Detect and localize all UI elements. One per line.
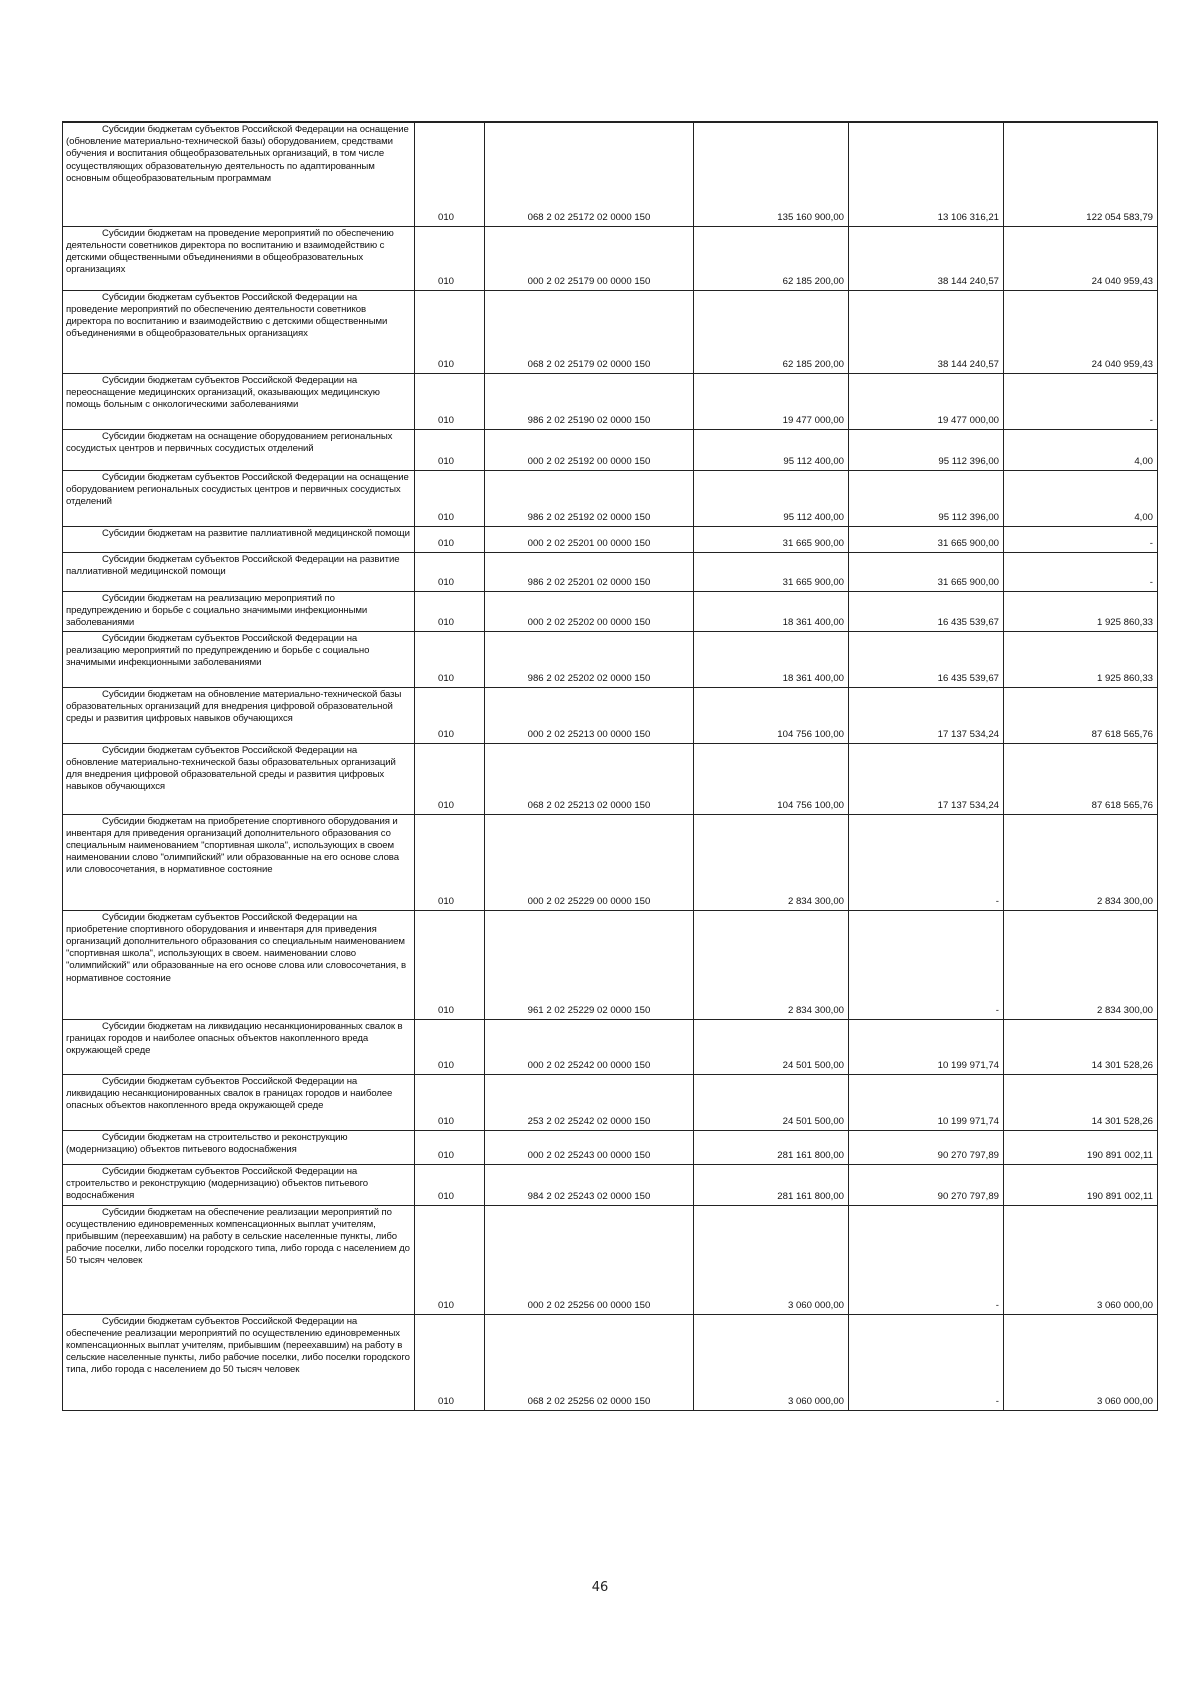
unexecuted-amount-cell: 14 301 528,26 (1004, 1074, 1158, 1130)
budget-classification-code-cell: 000 2 02 25229 00 0000 150 (485, 814, 694, 910)
approved-amount-cell: 95 112 400,00 (694, 429, 849, 470)
subsidy-name-cell: Субсидии бюджетам субъектов Российской Федерации на строительство и реконструкцию (модернизацию) объектов питьевого водоснабжения (63, 1164, 415, 1205)
line-code-cell: 010 (415, 1314, 485, 1410)
table-row (63, 1019, 1158, 1074)
executed-amount-cell: 19 477 000,00 (849, 373, 1004, 429)
unexecuted-amount-cell: 2 834 300,00 (1004, 814, 1158, 910)
table-row (63, 470, 1158, 526)
budget-classification-code-cell: 986 2 02 25192 02 0000 150 (485, 470, 694, 526)
line-code-cell: 010 (415, 743, 485, 814)
line-code-cell: 010 (415, 290, 485, 373)
line-code-cell: 010 (415, 470, 485, 526)
unexecuted-amount-cell: 2 834 300,00 (1004, 910, 1158, 1019)
unexecuted-amount-cell: - (1004, 552, 1158, 591)
executed-amount-cell: 13 106 316,21 (849, 122, 1004, 226)
subsidy-name-cell: Субсидии бюджетам субъектов Российской Федерации на приобретение спортивного оборудования и инвентаря для приведения организаций дополнительного образования со специальным наименованием "спортивная школа", использующих в своем. наименовании слово "олимпийский" или образованные на его основе слова или словосочетания, в нормативное состояние (63, 910, 415, 1019)
subsidy-name-cell: Субсидии бюджетам субъектов Российской Федерации на переоснащение медицинских организаций, оказывающих медицинскую помощь больным с онкологическими заболеваниями (63, 373, 415, 429)
table-row (63, 1314, 1158, 1410)
approved-amount-cell: 31 665 900,00 (694, 552, 849, 591)
executed-amount-cell: - (849, 910, 1004, 1019)
subsidy-name-cell: Субсидии бюджетам субъектов Российской Федерации на обеспечение реализации мероприятий по осуществлению единовременных компенсационных выплат учителям, прибывшим (переехавшим) на работу в сельские населенные пункты, либо рабочие поселки, либо поселки городского типа, либо города с населением до 50 тысяч человек (63, 1314, 415, 1410)
approved-amount-cell: 62 185 200,00 (694, 226, 849, 290)
unexecuted-amount-cell: - (1004, 526, 1158, 552)
table-row (63, 1205, 1158, 1314)
executed-amount-cell: 16 435 539,67 (849, 591, 1004, 631)
table-row (63, 743, 1158, 814)
line-code-cell: 010 (415, 910, 485, 1019)
line-code-cell: 010 (415, 122, 485, 226)
line-code-cell: 010 (415, 1074, 485, 1130)
approved-amount-cell: 31 665 900,00 (694, 526, 849, 552)
line-code-cell: 010 (415, 373, 485, 429)
table-row (63, 1074, 1158, 1130)
subsidy-name-cell: Субсидии бюджетам субъектов Российской Федерации на ликвидацию несанкционированных свалок в границах городов и наиболее опасных объектов накопленного вреда окружающей среде (63, 1074, 415, 1130)
unexecuted-amount-cell: 1 925 860,33 (1004, 591, 1158, 631)
approved-amount-cell: 3 060 000,00 (694, 1205, 849, 1314)
executed-amount-cell: 38 144 240,57 (849, 290, 1004, 373)
budget-classification-code-cell: 000 2 02 25242 00 0000 150 (485, 1019, 694, 1074)
table-row (63, 1164, 1158, 1205)
approved-amount-cell: 95 112 400,00 (694, 470, 849, 526)
line-code-cell: 010 (415, 226, 485, 290)
table-row (63, 910, 1158, 1019)
executed-amount-cell: 10 199 971,74 (849, 1019, 1004, 1074)
subsidy-name-cell: Субсидии бюджетам субъектов Российской Федерации на оснащение оборудованием региональных сосудистых центров и первичных сосудистых отделений (63, 470, 415, 526)
subsidy-name-cell: Субсидии бюджетам на проведение мероприятий по обеспечению деятельности советников директора по воспитанию и взаимодействию с детскими общественными объединениями в общеобразовательных организациях (63, 226, 415, 290)
table-body (63, 122, 1158, 1410)
line-code-cell: 010 (415, 1205, 485, 1314)
subsidy-name-cell: Субсидии бюджетам на развитие паллиативной медицинской помощи (63, 526, 415, 552)
subsidy-name-cell: Субсидии бюджетам субъектов Российской Федерации на развитие паллиативной медицинской помощи (63, 552, 415, 591)
subsidy-name-cell: Субсидии бюджетам на строительство и реконструкцию (модернизацию) объектов питьевого водоснабжения (63, 1130, 415, 1164)
unexecuted-amount-cell: 1 925 860,33 (1004, 631, 1158, 687)
budget-classification-code-cell: 068 2 02 25256 02 0000 150 (485, 1314, 694, 1410)
executed-amount-cell: - (849, 1205, 1004, 1314)
executed-amount-cell: 17 137 534,24 (849, 687, 1004, 743)
budget-classification-code-cell: 000 2 02 25192 00 0000 150 (485, 429, 694, 470)
subsidy-name-cell: Субсидии бюджетам на обеспечение реализации мероприятий по осуществлению единовременных компенсационных выплат учителям, прибывшим (переехавшим) на работу в сельские населенные пункты, либо рабочие поселки, либо поселки городского типа, либо города с населением до 50 тысяч человек (63, 1205, 415, 1314)
budget-classification-code-cell: 000 2 02 25202 00 0000 150 (485, 591, 694, 631)
budget-classification-code-cell: 984 2 02 25243 02 0000 150 (485, 1164, 694, 1205)
subsidy-name-cell: Субсидии бюджетам на приобретение спортивного оборудования и инвентаря для приведения организаций дополнительного образования со специальным наименованием "спортивная школа", использующих в своем наименовании слово "олимпийский" или образованные на его основе слова или словосочетания, в нормативное состояние (63, 814, 415, 910)
line-code-cell: 010 (415, 687, 485, 743)
approved-amount-cell: 104 756 100,00 (694, 743, 849, 814)
unexecuted-amount-cell: 14 301 528,26 (1004, 1019, 1158, 1074)
approved-amount-cell: 2 834 300,00 (694, 814, 849, 910)
approved-amount-cell: 135 160 900,00 (694, 122, 849, 226)
table-row (63, 814, 1158, 910)
budget-classification-code-cell: 961 2 02 25229 02 0000 150 (485, 910, 694, 1019)
budget-classification-code-cell: 000 2 02 25179 00 0000 150 (485, 226, 694, 290)
table-row (63, 526, 1158, 552)
budget-classification-code-cell: 253 2 02 25242 02 0000 150 (485, 1074, 694, 1130)
table-row (63, 1130, 1158, 1164)
budget-classification-code-cell: 000 2 02 25243 00 0000 150 (485, 1130, 694, 1164)
executed-amount-cell: 95 112 396,00 (849, 429, 1004, 470)
subsidies-table (62, 121, 1158, 1411)
table-row (63, 122, 1158, 226)
unexecuted-amount-cell: 3 060 000,00 (1004, 1314, 1158, 1410)
executed-amount-cell: 17 137 534,24 (849, 743, 1004, 814)
subsidy-name-cell: Субсидии бюджетам на оснащение оборудованием региональных сосудистых центров и первичных сосудистых отделений (63, 429, 415, 470)
line-code-cell: 010 (415, 552, 485, 591)
executed-amount-cell: 31 665 900,00 (849, 526, 1004, 552)
executed-amount-cell: 95 112 396,00 (849, 470, 1004, 526)
budget-classification-code-cell: 000 2 02 25256 00 0000 150 (485, 1205, 694, 1314)
subsidy-name-cell: Субсидии бюджетам субъектов Российской Федерации на проведение мероприятий по обеспечению деятельности советников директора по воспитанию и взаимодействию с детскими общественными объединениями в общеобразовательных организациях (63, 290, 415, 373)
subsidy-name-cell: Субсидии бюджетам субъектов Российской Федерации на оснащение (обновление материально-технической базы) оборудованием, средствами обучения и воспитания общеобразовательных организаций, в том числе осуществляющих образовательную деятельность по адаптированным основным общеобразовательным программам (63, 122, 415, 226)
unexecuted-amount-cell: 4,00 (1004, 470, 1158, 526)
approved-amount-cell: 2 834 300,00 (694, 910, 849, 1019)
executed-amount-cell: 38 144 240,57 (849, 226, 1004, 290)
line-code-cell: 010 (415, 429, 485, 470)
approved-amount-cell: 281 161 800,00 (694, 1130, 849, 1164)
budget-classification-code-cell: 986 2 02 25202 02 0000 150 (485, 631, 694, 687)
approved-amount-cell: 18 361 400,00 (694, 591, 849, 631)
line-code-cell: 010 (415, 1019, 485, 1074)
approved-amount-cell: 3 060 000,00 (694, 1314, 849, 1410)
table-row (63, 429, 1158, 470)
line-code-cell: 010 (415, 814, 485, 910)
table-row (63, 373, 1158, 429)
line-code-cell: 010 (415, 1164, 485, 1205)
unexecuted-amount-cell: 190 891 002,11 (1004, 1130, 1158, 1164)
table-row (63, 687, 1158, 743)
unexecuted-amount-cell: 122 054 583,79 (1004, 122, 1158, 226)
executed-amount-cell: 10 199 971,74 (849, 1074, 1004, 1130)
budget-classification-code-cell: 068 2 02 25213 02 0000 150 (485, 743, 694, 814)
line-code-cell: 010 (415, 1130, 485, 1164)
budget-classification-code-cell: 000 2 02 25213 00 0000 150 (485, 687, 694, 743)
unexecuted-amount-cell: 190 891 002,11 (1004, 1164, 1158, 1205)
subsidy-name-cell: Субсидии бюджетам на реализацию мероприятий по предупреждению и борьбе с социально значимыми инфекционными заболеваниями (63, 591, 415, 631)
unexecuted-amount-cell: - (1004, 373, 1158, 429)
budget-classification-code-cell: 000 2 02 25201 00 0000 150 (485, 526, 694, 552)
executed-amount-cell: 90 270 797,89 (849, 1130, 1004, 1164)
table-row (63, 631, 1158, 687)
budget-classification-code-cell: 068 2 02 25172 02 0000 150 (485, 122, 694, 226)
page-number: 46 (591, 1580, 609, 1595)
approved-amount-cell: 104 756 100,00 (694, 687, 849, 743)
unexecuted-amount-cell: 24 040 959,43 (1004, 290, 1158, 373)
approved-amount-cell: 24 501 500,00 (694, 1019, 849, 1074)
table-row (63, 226, 1158, 290)
table-row (63, 290, 1158, 373)
executed-amount-cell: 90 270 797,89 (849, 1164, 1004, 1205)
executed-amount-cell: 16 435 539,67 (849, 631, 1004, 687)
subsidy-name-cell: Субсидии бюджетам субъектов Российской Федерации на реализацию мероприятий по предупреждению и борьбе с социально значимыми инфекционными заболеваниями (63, 631, 415, 687)
approved-amount-cell: 62 185 200,00 (694, 290, 849, 373)
line-code-cell: 010 (415, 526, 485, 552)
budget-classification-code-cell: 068 2 02 25179 02 0000 150 (485, 290, 694, 373)
line-code-cell: 010 (415, 591, 485, 631)
line-code-cell: 010 (415, 631, 485, 687)
executed-amount-cell: - (849, 1314, 1004, 1410)
subsidy-name-cell: Субсидии бюджетам на обновление материально-технической базы образовательных организаций для внедрения цифровой образовательной среды и развития цифровых навыков обучающихся (63, 687, 415, 743)
approved-amount-cell: 18 361 400,00 (694, 631, 849, 687)
unexecuted-amount-cell: 87 618 565,76 (1004, 687, 1158, 743)
table-row (63, 591, 1158, 631)
executed-amount-cell: - (849, 814, 1004, 910)
approved-amount-cell: 281 161 800,00 (694, 1164, 849, 1205)
budget-classification-code-cell: 986 2 02 25201 02 0000 150 (485, 552, 694, 591)
executed-amount-cell: 31 665 900,00 (849, 552, 1004, 591)
subsidy-name-cell: Субсидии бюджетам субъектов Российской Федерации на обновление материально-технической базы образовательных организаций для внедрения цифровой образовательной среды и развития цифровых навыков обучающихся (63, 743, 415, 814)
approved-amount-cell: 19 477 000,00 (694, 373, 849, 429)
unexecuted-amount-cell: 24 040 959,43 (1004, 226, 1158, 290)
unexecuted-amount-cell: 87 618 565,76 (1004, 743, 1158, 814)
approved-amount-cell: 24 501 500,00 (694, 1074, 849, 1130)
budget-classification-code-cell: 986 2 02 25190 02 0000 150 (485, 373, 694, 429)
subsidy-name-cell: Субсидии бюджетам на ликвидацию несанкционированных свалок в границах городов и наиболее опасных объектов накопленного вреда окружающей среде (63, 1019, 415, 1074)
table-row (63, 552, 1158, 591)
unexecuted-amount-cell: 4,00 (1004, 429, 1158, 470)
unexecuted-amount-cell: 3 060 000,00 (1004, 1205, 1158, 1314)
